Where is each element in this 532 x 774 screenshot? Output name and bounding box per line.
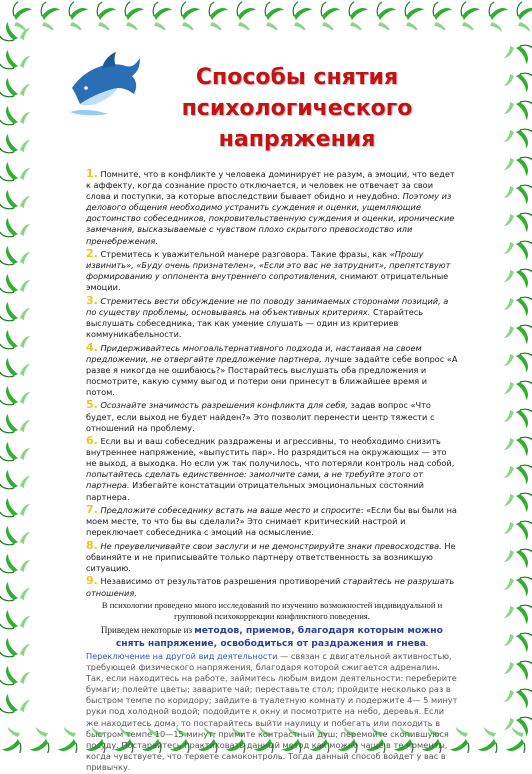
- leaf-ornament: [0, 134, 30, 153]
- leaf-ornament: [13, 2, 32, 32]
- leaf-ornament: [209, 2, 228, 32]
- leaf-ornament: [0, 50, 30, 69]
- tip-emphasis: Стремитесь вести обсуждение не по поводу занимаемых сторонами позиций, а по существу проблемы, основываясь на объективных критериях.: [86, 295, 449, 317]
- leaf-ornament: [504, 409, 532, 428]
- tip-item: [86, 295, 458, 340]
- tip-emphasis: Не преувеличивайте свои заслуги и не демонстрируйте знаки превосходства.: [100, 540, 442, 551]
- method-link[interactable]: Переключение на другой вид деятельности: [86, 650, 278, 661]
- leaf-ornament: [30, 727, 49, 753]
- tip-number: 1.: [86, 167, 98, 180]
- leaf-ornament: [433, 2, 452, 32]
- leaf-ornament: [237, 2, 256, 32]
- leaf-ornament: [405, 2, 424, 32]
- leaf-ornament: [125, 2, 144, 32]
- page-title: [172, 62, 422, 155]
- tip-item: [86, 342, 458, 398]
- leaf-ornament: [0, 554, 30, 573]
- tip-item: [86, 248, 458, 293]
- leaf-ornament: [478, 727, 497, 753]
- leaf-ornament: [0, 414, 30, 433]
- tip-emphasis: «Прошу извинить», «Буду очень признателен», «Если это вас не затруднит», препятствуют формированию у оппонента внутреннего сопротивления,: [86, 249, 451, 282]
- leaf-ornament: [504, 521, 532, 540]
- tip-emphasis: Осознайте значимость разрешения конфликта для себя,: [100, 400, 348, 411]
- tip-item: [86, 540, 458, 574]
- leaf-ornament: [504, 381, 532, 400]
- leaf-ornament: [293, 2, 312, 32]
- leaf-ornament: [504, 325, 532, 344]
- leaf-ornament: [2, 727, 21, 753]
- tip-item: [86, 504, 458, 538]
- leaf-ornament: [0, 78, 30, 97]
- leaf-ornament: [489, 2, 508, 32]
- leaf-ornament: [181, 2, 200, 32]
- leaf-ornament: [0, 218, 30, 237]
- tips-list: [86, 168, 458, 599]
- content-body: [86, 168, 458, 774]
- leaf-ornament: [41, 2, 60, 32]
- tip-text: Стремитесь к уважительной манере разговора. Такие фразы, как: [100, 249, 390, 260]
- tip-text: снимают отрицательные эмоции.: [86, 271, 449, 293]
- tip-text: Независимо от результатов разрешения противоречий: [100, 576, 343, 587]
- tip-text: : «Если бы вы были на моем месте, то что бы вы сделали?» Это снимает критический настрой и переключает собеседника с эмоций на осмысление.: [86, 505, 457, 538]
- leaf-ornament: [0, 274, 30, 293]
- leaf-ornament: [504, 157, 532, 176]
- leaf-ornament: [506, 727, 525, 753]
- dolphin-icon: [62, 44, 148, 122]
- leaf-ornament: [504, 129, 532, 148]
- leaf-ornament: [504, 465, 532, 484]
- leaf-ornament: [153, 2, 172, 32]
- leaf-ornament: [0, 190, 30, 209]
- leaf-ornament: [0, 582, 30, 601]
- leaf-ornament: [0, 526, 30, 545]
- leaf-ornament: [504, 493, 532, 512]
- tip-item: [86, 399, 458, 433]
- leaf-ornament: [0, 162, 30, 181]
- tip-emphasis: попытайтесь сделать единственное: замолчите сами, а не требуйте этого от партнера.: [86, 469, 424, 491]
- leaf-ornament: [0, 442, 30, 461]
- leaf-ornament: [0, 386, 30, 405]
- leaf-ornament: [504, 241, 532, 260]
- leaf-ornament: [69, 2, 88, 32]
- method-text: — связан с двигательной активностью, требующей физического напряжения, благодаря которой сжигается адреналин. Так, если находитесь на работе, займитесь любым видом деятельности: переберите бумаги; полейте цветы; заварите чай; переставьте стол; пройдите несколько раз в быстром темпе по коридору; зайдите в туалетную комнату и подержите 4— 5 минут руки под холодной водой; подойдите к окну и посмотрите на небо, деревья. Если же находитесь дома, то постарайтесь выйти наулицу и побегать или походить в быстром темпе 10—15 минут; примите контрастный душ; перемойте скопившуюся посуду. Постарайтесь практиковать данный метод как можно чаще в те моменты, когда чувствуете, что теряете самоконтроль. Тогда данный способ войдет у вас в привычку.: [86, 650, 458, 772]
- intro-suffix: .: [425, 637, 429, 648]
- leaf-ornament: [349, 2, 368, 32]
- leaf-ornament: [377, 2, 396, 32]
- leaf-ornament: [0, 302, 30, 321]
- leaf-ornament: [0, 106, 30, 125]
- tip-number: 8.: [86, 538, 98, 552]
- title-line-1: Способы снятия: [195, 65, 399, 90]
- leaf-ornament: [504, 437, 532, 456]
- leaf-ornament: [504, 297, 532, 316]
- leaf-ornament: [0, 498, 30, 517]
- tip-number: 9.: [86, 574, 98, 588]
- leaf-ornament: [58, 727, 77, 753]
- leaf-ornament: [504, 269, 532, 288]
- leaf-ornament: [321, 2, 340, 32]
- leaf-ornament: [504, 213, 532, 232]
- leaf-ornament: [265, 2, 284, 32]
- tip-item: [86, 575, 458, 598]
- tip-number: 3.: [86, 293, 98, 307]
- tip-number: 7.: [86, 503, 98, 517]
- intro-highlight: методов, приемов, благодаря которым можно снять напряжение, освободиться от раздражения и гнева: [115, 624, 443, 649]
- leaf-ornament: [0, 330, 30, 349]
- leaf-ornament: [504, 101, 532, 120]
- leaf-ornament: [0, 694, 30, 713]
- leaf-ornament: [0, 638, 30, 657]
- research-paragraph: В психологии проведено много исследований по изучению возможностей индивидуальной и групповой психокоррекции конфликтного поведения.: [101, 599, 443, 621]
- leaf-ornament: [461, 2, 480, 32]
- leaf-ornament: [504, 185, 532, 204]
- tip-text: задав вопрос «Что будет, если выход не будет найден?» Это позволит перенести центр тяжести с отношений на проблему.: [86, 400, 435, 433]
- leaf-ornament: [504, 73, 532, 92]
- tip-number: 2.: [86, 247, 98, 261]
- intro-prefix: Приведем некоторые из: [101, 624, 195, 635]
- tip-text: Старайтесь выслушать собеседника, так как умение слушать — один из критериев коммуникабельности.: [86, 306, 424, 340]
- tip-text: Не обвиняйте и не приписывайте только партнеру ответственность за возникшую ситуацию.: [86, 540, 456, 573]
- tip-number: 4.: [86, 340, 98, 354]
- leaf-ornament: [504, 353, 532, 372]
- tip-text: .: [155, 235, 158, 246]
- leaf-ornament: [504, 605, 532, 624]
- tip-number: 5.: [86, 398, 98, 412]
- tip-emphasis: Поэтому из делового общения необходимо устранить суждения и оценки, ущемляющие достоинство собеседников, покровительственную суждения и оценки, иронические замечания, высказываемые с чувством плохо скрытого превосходство или пренебрежения: [86, 191, 455, 246]
- methods-intro: [86, 624, 458, 650]
- tip-text: Помните, что в конфликте у человека доминирует не разум, а эмоции, что ведет к аффекту, когда сознание просто отключается, и человек не отвечает за свои слова и поступки, за которые впоследствии бывает обидно и неудобно.: [86, 169, 455, 202]
- leaf-ornament: [504, 45, 532, 64]
- tip-emphasis: старайтесь не разрушать отношения.: [86, 576, 455, 598]
- tip-number: 6.: [86, 434, 98, 448]
- leaf-ornament: [97, 2, 116, 32]
- tip-emphasis: Предложите собеседнику встать на ваше место и спросите: [100, 505, 361, 516]
- leaf-ornament: [504, 689, 532, 708]
- tip-item: [86, 435, 458, 503]
- leaf-ornament: [0, 358, 30, 377]
- tip-emphasis: Придерживайтесь многоальтернативного подхода и, настаивая на своем предложении, не отвергайте предложение партнера,: [86, 342, 422, 364]
- leaf-ornament: [0, 610, 30, 629]
- leaf-ornament: [504, 549, 532, 568]
- leaf-ornament: [0, 246, 30, 265]
- leaf-ornament: [504, 633, 532, 652]
- leaf-ornament: [504, 661, 532, 680]
- tip-text: Если вы и ваш собеседник раздражены и агрессивны, то необходимо снизить внутреннее напряжение, «выпустить пар». Но разрядиться на окружающих — это не выход, а выходка. Но если уж так получилось, что потеряли контроль над собой,: [86, 436, 455, 469]
- leaf-ornament: [504, 577, 532, 596]
- tip-item: [86, 168, 458, 247]
- method-paragraph: [86, 651, 458, 773]
- leaf-ornament: [517, 2, 532, 32]
- leaf-ornament: [0, 666, 30, 685]
- title-line-3: напряжения: [218, 127, 376, 152]
- tip-text: Избегайте констатации отрицательных эмоциональных состояний партнера.: [86, 480, 424, 502]
- title-line-2: психологического: [181, 96, 413, 121]
- leaf-ornament: [0, 470, 30, 489]
- tip-text: лучше задайте себе вопрос «А разве я никогда не ошибаюсь?» Постарайтесь выслушать оба предложения и посмотрите, какую сумму выгод и потери они принесут в ближайшее время и потом.: [86, 353, 458, 397]
